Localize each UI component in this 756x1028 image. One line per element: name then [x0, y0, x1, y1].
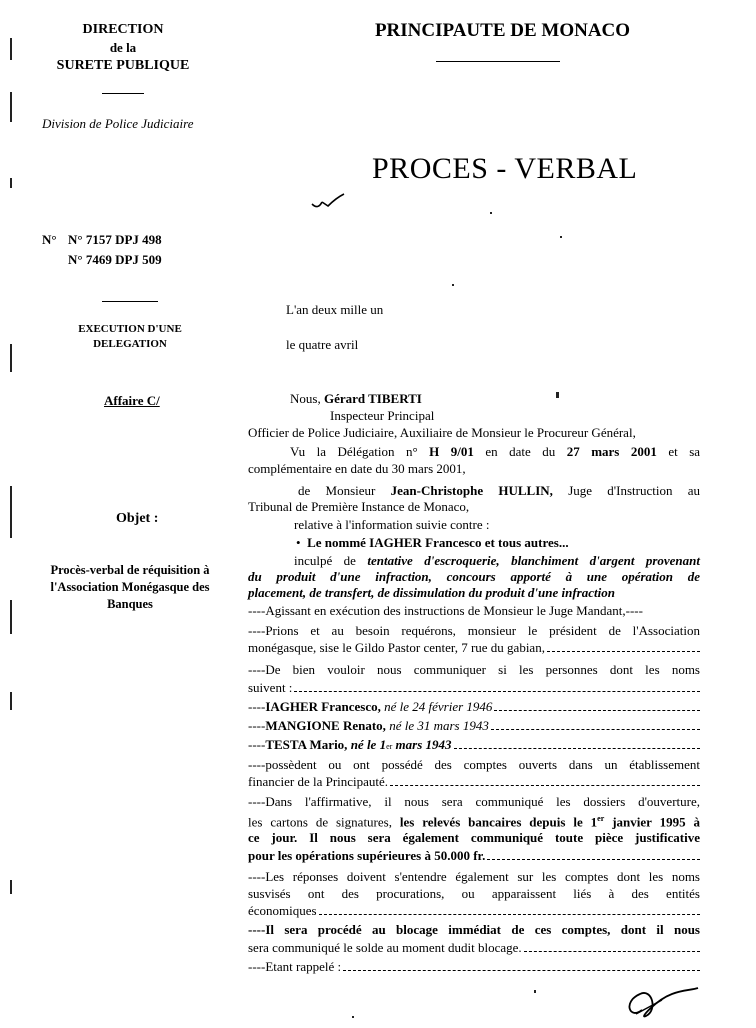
- reference-number-1: N° 7157 DPJ 498: [68, 232, 162, 247]
- scan-mark: [10, 692, 12, 710]
- delegation-line2: complémentaire en date du 30 mars 2001,: [248, 461, 466, 476]
- possedent-line2: financier de la Principauté.: [248, 774, 700, 790]
- etant-line: ----Etant rappelé :: [248, 959, 700, 975]
- prions-line2: monégasque, sise le Gildo Pastor center, 7 rue du gabian,: [248, 640, 700, 656]
- officer-rank: Inspecteur Principal: [330, 408, 435, 423]
- header-divider: [102, 93, 144, 94]
- scan-mark: [10, 178, 12, 188]
- date-year: L'an deux mille un: [286, 302, 384, 317]
- title-divider: [436, 61, 560, 62]
- objet-label: Objet :: [116, 511, 159, 526]
- scan-mark: [556, 392, 559, 398]
- objet-description-line3: Banques: [107, 597, 153, 611]
- reference-number-2: N° 7469 DPJ 509: [68, 252, 162, 267]
- delegation-date: 27 mars 2001: [566, 444, 657, 459]
- org-name-line1: DIRECTION: [82, 22, 164, 37]
- scan-mark: [10, 600, 12, 634]
- execution-line2: DELEGATION: [93, 338, 167, 350]
- person-name: MANGIONE Renato,: [265, 718, 386, 733]
- relative-line: relative à l'information suivie contre :: [294, 517, 490, 532]
- tribunal-line: Tribunal de Première Instance de Monaco,: [248, 499, 470, 514]
- dans-line2: les cartons de signatures, les relevés bancaires depuis le 1er janvier 1995 à: [248, 814, 700, 830]
- handwritten-mark: [308, 190, 348, 214]
- scan-mark: [560, 236, 562, 238]
- person-row: ---- MANGIONE Renato, né le 31 mars 1943: [248, 718, 700, 734]
- org-name-line2: de la: [109, 40, 137, 55]
- charges-line3: placement, de transfert, de dissimulation du produit d'une infraction: [248, 585, 615, 600]
- scan-mark: [10, 92, 12, 122]
- judge-line: de Monsieur Jean-Christophe HULLIN, Juge d'Instruction au: [298, 483, 701, 498]
- person-name: TESTA Mario,: [265, 737, 348, 752]
- dans-line4: pour les opérations supérieures à 50.000 fr.: [248, 848, 700, 864]
- bien-line2: suivent :: [248, 680, 700, 696]
- reponses-line2: susvisés ont des procurations, ou apparaissent liés à des entités: [248, 886, 700, 901]
- possedent-line1: ----possèdent ou ont possédé des comptes ouverts dans un établissement: [248, 757, 700, 772]
- charges-line2: du produit d'une infraction, concours apporté à une opération de: [248, 569, 700, 584]
- prions-line1: ----Prions et au besoin requérons, monsieur le président de l'Association: [248, 623, 700, 638]
- scan-mark: [10, 486, 12, 538]
- officer-name: Gérard TIBERTI: [323, 391, 422, 406]
- reponses-line1: ----Les réponses doivent s'entendre également sur les comptes dont les noms: [248, 869, 700, 884]
- signature: [612, 980, 702, 1024]
- scan-mark: [452, 284, 454, 286]
- document-title: PROCES - VERBAL: [372, 152, 638, 185]
- blocage-line1: ----Il sera procédé au blocage immédiat de ces comptes, dont il nous: [248, 922, 700, 937]
- dans-line1: ----Dans l'affirmative, il nous sera communiqué les dossiers d'ouverture,: [248, 794, 700, 809]
- scan-mark: [10, 880, 12, 894]
- bien-line1: ----De bien vouloir nous communiquer si les personnes dont les noms: [248, 662, 700, 677]
- accused-name: Le nommé IAGHER Francesco et tous autres...: [307, 535, 569, 550]
- affaire-label: Affaire C/: [104, 393, 160, 408]
- execution-line1: EXECUTION D'UNE: [78, 323, 182, 335]
- bullet: •: [296, 535, 301, 550]
- nous-line: [290, 391, 422, 407]
- person-row: ---- TESTA Mario, né le 1 er mars 1943: [248, 737, 700, 755]
- scan-mark: [534, 990, 536, 993]
- scan-mark: [490, 212, 492, 214]
- agissant-line: ----Agissant en exécution des instructions de Monsieur le Juge Mandant,----: [248, 603, 643, 618]
- scan-mark: [10, 38, 12, 60]
- delegation-number: H 9/01: [429, 444, 474, 459]
- org-name-line3: SURETE PUBLIQUE: [56, 58, 190, 73]
- officer-role: Officier de Police Judiciaire, Auxiliaire de Monsieur le Procureur Général,: [248, 425, 636, 440]
- date-day: le quatre avril: [286, 337, 359, 352]
- objet-description-line2: l'Association Monégasque des: [50, 580, 210, 594]
- charges-line1: inculpé de tentative d'escroquerie, blanchiment d'argent provenant: [294, 553, 700, 568]
- accused-line: [296, 535, 569, 551]
- margin-divider-1: [102, 301, 158, 302]
- reference-label: N°: [42, 232, 57, 247]
- scan-mark: [10, 344, 12, 372]
- country-title: PRINCIPAUTE DE MONACO: [374, 20, 631, 41]
- dans-line3: ce jour. Il nous sera également communiqué toute pièce justificative: [248, 830, 700, 845]
- objet-description-line1: Procès-verbal de réquisition à: [50, 563, 210, 577]
- nous-word: Nous,: [290, 391, 321, 406]
- blocage-line2: sera communiqué le solde au moment dudit blocage.: [248, 940, 700, 956]
- judge-name: Jean-Christophe HULLIN,: [390, 483, 553, 498]
- reponses-line3: économiques: [248, 903, 700, 919]
- division-name: Division de Police Judiciaire: [42, 116, 194, 131]
- person-name: IAGHER Francesco,: [265, 699, 381, 714]
- delegation-line1: Vu la Délégation n° H 9/01 en date du 27 mars 2001 et sa: [290, 444, 701, 459]
- person-row: ---- IAGHER Francesco, né le 24 février 1946: [248, 699, 700, 715]
- scan-mark: [352, 1016, 354, 1018]
